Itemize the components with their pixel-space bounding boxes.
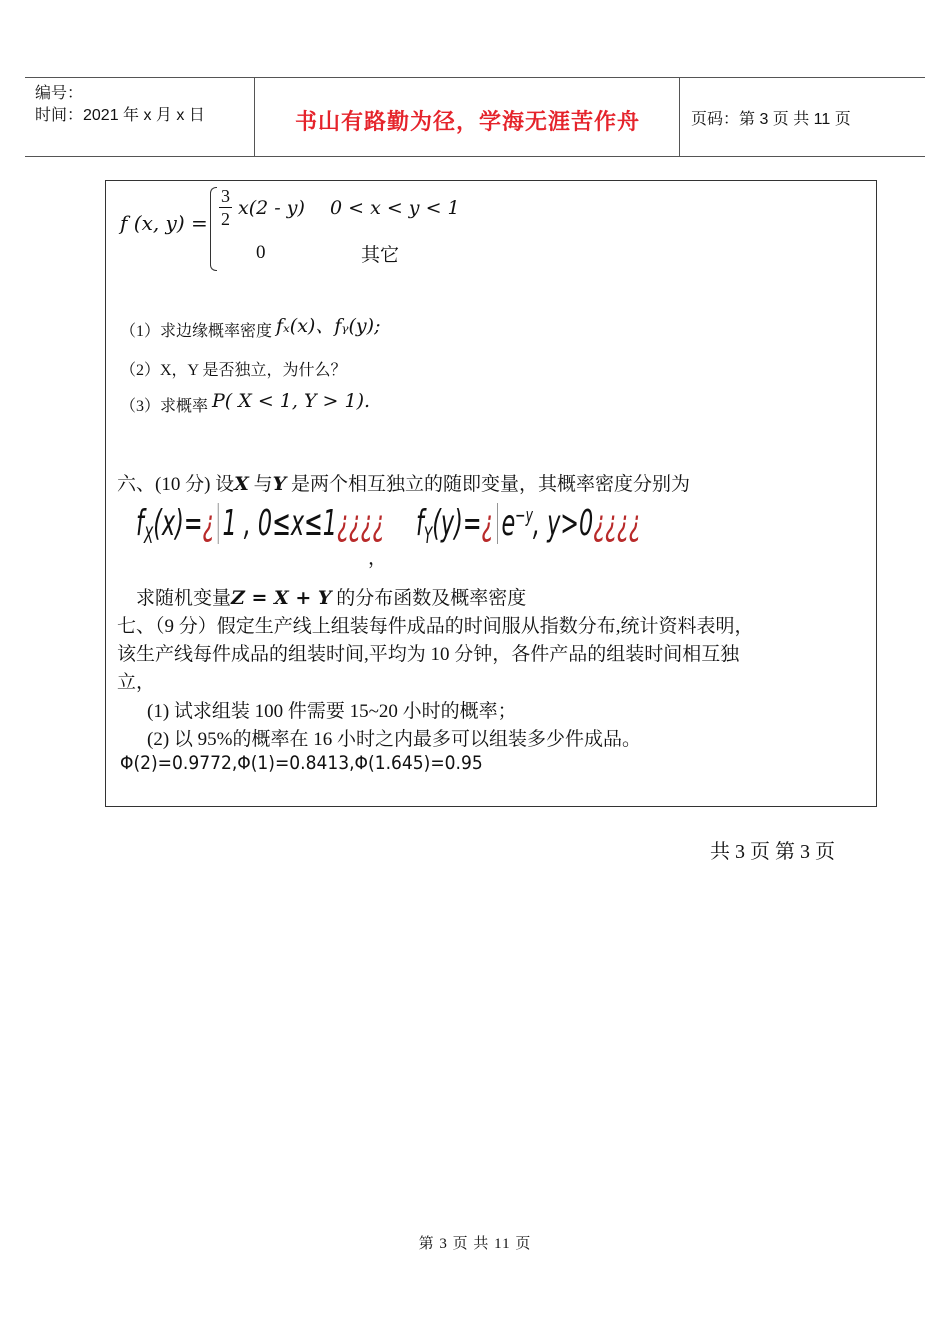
q7-item-1: (1) 试求组装 100 件需要 15~20 小时的概率； bbox=[147, 701, 517, 722]
fx-density: $f_X(x)=¿$ 1 , 0≤x≤1¿¿¿¿ bbox=[136, 503, 385, 550]
piecewise-brace bbox=[210, 187, 217, 271]
fraction-three-halves: $\frac{3}{2}$ bbox=[221, 186, 230, 229]
time-label: 时间：2021 年 x 月 x 日 bbox=[35, 107, 205, 124]
header-meta bbox=[35, 83, 205, 127]
exam-page-footer: 共 3 页 第 3 页 bbox=[710, 841, 835, 863]
q6-prompt: 六、(10 分) 设X 与Y 是两个相互独立的随即变量，其概率密度分别为 bbox=[117, 473, 691, 495]
q7-item-2: (2) 以 95%的概率在 16 小时之内最多可以组装多少件成品。 bbox=[147, 729, 641, 750]
q7-line-2: 该生产线每件成品的组装时间,平均为 10 分钟，各件产品的组装时间相互独 bbox=[117, 644, 740, 665]
document-header bbox=[25, 77, 925, 157]
q5-item-1: （1）求边缘概率密度 fₓ(x)、fᵧ(y); bbox=[120, 315, 381, 340]
header-divider bbox=[679, 78, 680, 156]
phi-values: Φ(2)=0.9772,Φ(1)=0.8413,Φ(1.645)=0.95 bbox=[120, 752, 483, 774]
branch2-expression: 0 bbox=[256, 242, 266, 263]
header-page-info: 页码：第 3 页 共 11 页 bbox=[691, 111, 851, 128]
density-separator-comma: ， bbox=[368, 548, 388, 569]
serial-label: 编号： bbox=[35, 85, 84, 102]
q6-ask: 求随机变量Z = X + Y 的分布函数及概率密度 bbox=[136, 587, 527, 609]
q7-line-3: 立， bbox=[117, 672, 156, 693]
q5-item-3: （3）求概率 P( X < 1, Y > 1). bbox=[120, 390, 371, 415]
document-page-footer: 第 3 页 共 11 页 bbox=[418, 1236, 532, 1252]
branch1-expression: x(2 - y) bbox=[238, 197, 305, 219]
exam-question-box bbox=[105, 180, 877, 807]
branch2-condition: 其它 bbox=[361, 245, 400, 266]
q5-item-2: （2）X，Y 是否独立，为什么？ bbox=[120, 362, 347, 379]
fy-density: $f_Y(y)=¿$ $e^{-y}$, y>0¿¿¿¿ bbox=[416, 503, 641, 550]
header-motto: 书山有路勤为径，学海无涯苦作舟 bbox=[294, 110, 640, 135]
branch1-condition: 0 < x < y < 1 bbox=[330, 197, 460, 219]
q7-line-1: 七、（9 分）假定生产线上组装每件成品的时间服从指数分布,统计资料表明， bbox=[117, 616, 754, 637]
density-function-name: f (x, y) = bbox=[120, 211, 208, 235]
